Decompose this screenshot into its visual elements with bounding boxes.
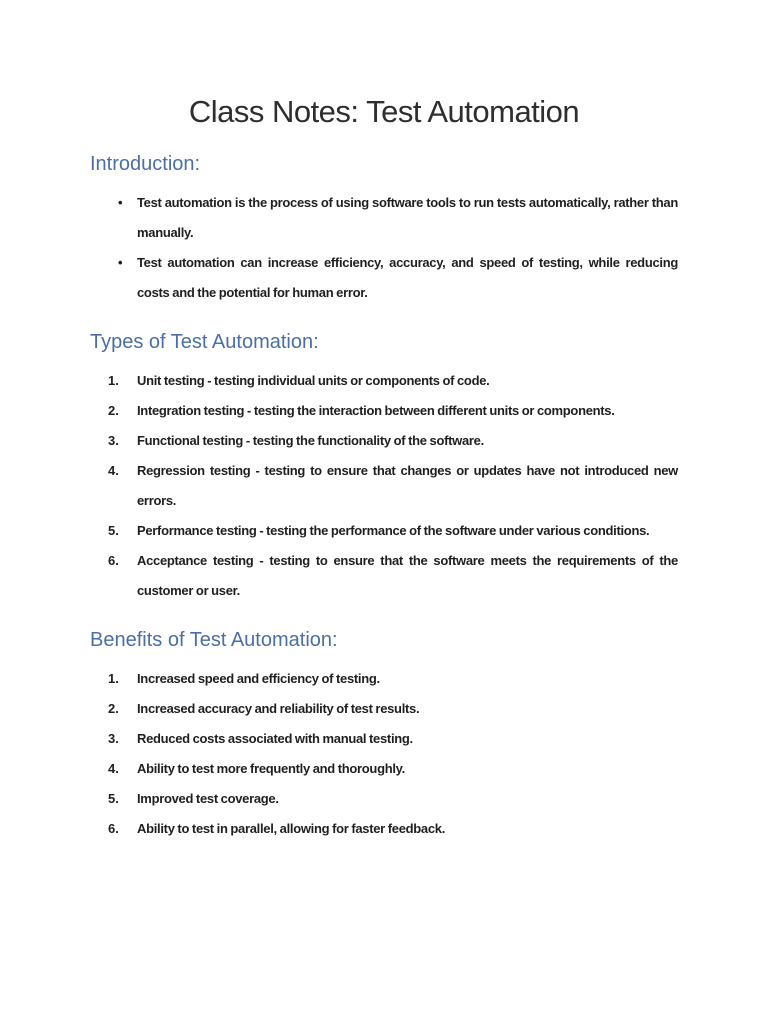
- section-heading-benefits: Benefits of Test Automation:: [90, 629, 338, 651]
- section-heading-types: Types of Test Automation:: [90, 331, 319, 353]
- page-title: Class Notes: Test Automation: [188, 94, 580, 129]
- list-item: Improved test coverage.: [137, 791, 279, 806]
- list-item: Acceptance testing - testing to ensure that the software meets the requirements of the customer or user.: [137, 553, 678, 598]
- introduction-bullet-list: [90, 188, 678, 308]
- list-item: Performance testing - testing the performance of the software under various conditions.: [137, 523, 650, 538]
- list-item: Functional testing - testing the functionality of the software.: [137, 433, 484, 448]
- list-item: Regression testing - testing to ensure that changes or updates have not introduced new errors.: [137, 463, 678, 508]
- list-item: • Test automation is the process of using software tools to run tests automatically, rather than manually.: [137, 188, 678, 248]
- section-heading-introduction: Introduction:: [90, 153, 201, 175]
- list-item: Increased speed and efficiency of testing.: [137, 671, 380, 686]
- list-item: Integration testing - testing the interaction between different units or components.: [137, 403, 615, 418]
- list-item: Increased accuracy and reliability of test results.: [137, 701, 420, 716]
- list-item: • Test automation can increase efficiency, accuracy, and speed of testing, while reducing costs and the potential for human error.: [137, 248, 678, 308]
- list-item: Ability to test more frequently and thoroughly.: [137, 761, 405, 776]
- benefits-numbered-list: [90, 664, 678, 844]
- list-item: Ability to test in parallel, allowing for faster feedback.: [137, 821, 446, 836]
- list-item: Unit testing - testing individual units or components of code.: [137, 373, 490, 388]
- types-numbered-list: [90, 366, 678, 606]
- list-item: Reduced costs associated with manual testing.: [137, 731, 413, 746]
